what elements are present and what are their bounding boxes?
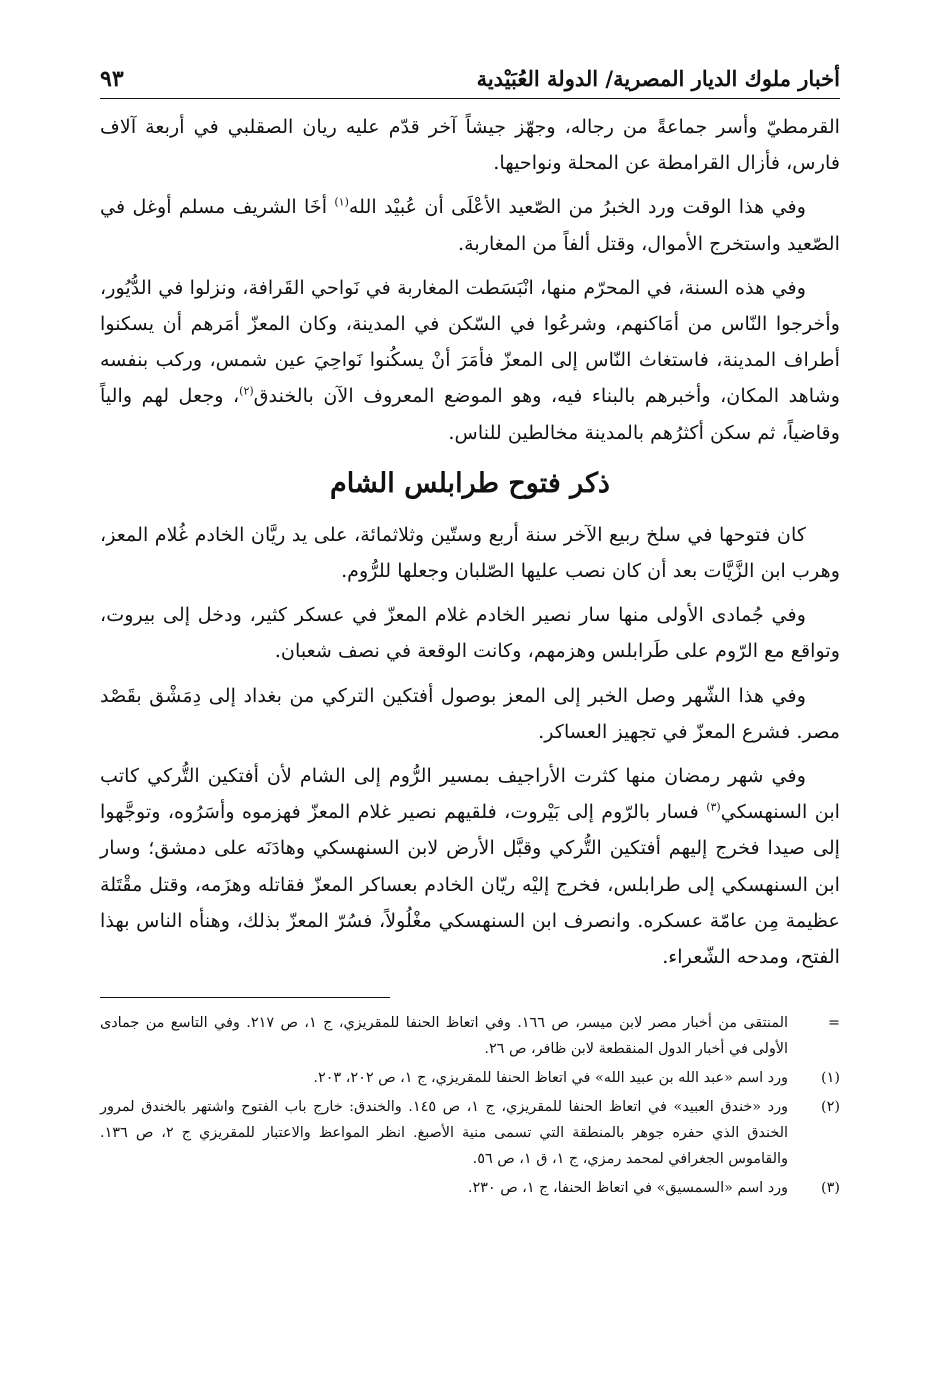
footnote bbox=[100, 1175, 840, 1201]
book-page bbox=[100, 66, 840, 1204]
paragraph: وفي هذا الشّهر وصل الخبر إلى المعز بوصول أفتكين التركي من بغداد إلى دِمَشْق بقَصْد مصر. فشرع المعزّ في تجهيز العساكر. bbox=[100, 683, 840, 743]
footnote-reference[interactable]: (٣) bbox=[706, 800, 721, 814]
paragraph-text: فسار بالرّوم إلى بَيْروت، فلقيهم نصير غلام المعزّ فهزموه وأسَرُوه، وتوجَّهوا إلى صيدا فخرج إليهم أفتكين التُّركي وقبَّل الأرض لابن السنهسكي وهادَنَه على دمشق؛ وسار ابن السنهسكي إلى طرابلس، فخرج إليْه ريّان الخادم بعساكر المعزّ فقاتله وهزَمه، وقتل مقْتَلة عظيمة مِن عامّة عسكره. وانصرف ابن السنهسكي مغْلُولاً، فسُرّ المعزّ بذلك، وهنأه الناس بهذا الفتح، ومدحه الشّعراء. bbox=[100, 800, 840, 969]
footnotes bbox=[100, 1010, 840, 1201]
section-heading: ذكر فتوح طرابلس الشام bbox=[330, 467, 610, 499]
footnote-marker: (١) bbox=[821, 1070, 840, 1087]
footnote bbox=[100, 1094, 840, 1172]
footnote-reference[interactable]: (١) bbox=[334, 196, 349, 210]
paragraph: كان فتوحها في سلخ ربيع الآخر سنة أربع وستّين وثلاثمائة، على يد ريَّان الخادم غُلام المعز، وهرب ابن الزَّيَّات بعد أن كان نصب عليها الصّلبان وجعلها للرُّوم. bbox=[100, 522, 840, 583]
footnote-text: ورد اسم «السمسيق» في اتعاظ الحنفا، ج ١، ص ٢٣٠. bbox=[467, 1180, 788, 1197]
running-title: أخبار ملوك الديار المصرية/ الدولة العُبَيْدية bbox=[476, 66, 840, 91]
footnote bbox=[100, 1010, 840, 1062]
footnote-marker: (٣) bbox=[821, 1180, 840, 1197]
footnote-marker: (٢) bbox=[821, 1099, 840, 1116]
running-header bbox=[100, 66, 840, 99]
paragraph: القرمطيّ وأسر جماعةً من رجاله، وجهّز جيشاً آخر قدّم عليه ريان الصقلبي في أربعة آلاف فارس، فأزال القرامطة عن المحلة ونواحيها. bbox=[100, 115, 840, 175]
paragraph-text: ، وجعل لهم والياً وقاضياً، ثم سكن أكثرُهم بالمدينة مخالطين للناس. bbox=[100, 384, 840, 444]
paragraph-text: وفي هذه السنة، في المحرّم منها، انْبَسَطت المغاربة في نَواحي القَرافة، ونزلوا في الدُّيُور، وأخرجوا النّاس من أمَاكنهم، وشرعُوا في السّكن في المدينة، وكان المعزّ أمَرهم أن يسكنوا أطراف المدينة، فاستغاث النّاس إلى المعزّ فأمَرَ أنْ يسكُنوا نَواحِيَ عين شمس، وركب بنفسه وشاهد المكان، وأخبرهم بالبناء فيه، وهو الموضع المعروف الآن بالخندق bbox=[100, 275, 840, 408]
paragraph bbox=[100, 758, 840, 975]
footnote-marker: = bbox=[827, 1015, 840, 1032]
paragraph bbox=[100, 189, 840, 261]
paragraph bbox=[100, 270, 840, 451]
paragraph-text: وفي هذا الوقت ورد الخبرُ من الصّعيد الأعْلَى أن عُبيْد الله bbox=[348, 195, 806, 219]
paragraph: وفي جُمادى الأولى منها سار نصير الخادم غلام المعزّ في عسكر كثير، ودخل إلى بيروت، وتواقع مع الرّوم على طَرابلس وهزمهم، وكانت الوقعة في نصف شعبان. bbox=[100, 603, 840, 663]
footnote-text: ورد اسم «عبد الله بن عبيد الله» في اتعاظ الحنفا للمقريزي، ج ١، ص ٢٠٢، ٢٠٣. bbox=[313, 1070, 788, 1087]
footnote bbox=[100, 1065, 840, 1091]
page-number: ٩٣ bbox=[100, 66, 124, 92]
footnote-text: المنتقى من أخبار مصر لابن ميسر، ص ١٦٦. وفي اتعاظ الحنفا للمقريزي، ج ١، ص ٢١٧. وفي التاسع من جمادى الأولى في أخبار الدول المنقطعة لابن ظافر، ص ٢٦. bbox=[100, 1015, 788, 1058]
footnote-divider bbox=[100, 997, 390, 998]
footnote-text: ورد «خندق العبيد» في اتعاظ الحنفا للمقريزي، ج ١، ص ١٤٥. والخندق: خارج باب الفتوح واشتهر بالخندق لمرور الخندق الذي حفره جوهر بالمنطقة التي تسمى منية الأصبغ. انظر المواعظ والاعتبار للمقريزي ج ٢، ص ١٣٦. والقاموس الجغرافي لمحمد رمزي، ج ١، ق ١، ص ٥٦. bbox=[100, 1099, 788, 1168]
footnote-reference[interactable]: (٢) bbox=[239, 385, 254, 399]
paragraph-text: وفي شهر رمضان منها كثرت الأراجيف بمسير الرُّوم إلى الشام لأن أفتكين التُّركي كاتب ابن السنهسكي bbox=[100, 764, 841, 824]
paragraph-text: أخَا الشريف مسلم أوغل في الصّعيد واستخرج الأموال، وقتل ألفاً من المغاربة. bbox=[100, 195, 840, 255]
body-text bbox=[100, 109, 840, 975]
